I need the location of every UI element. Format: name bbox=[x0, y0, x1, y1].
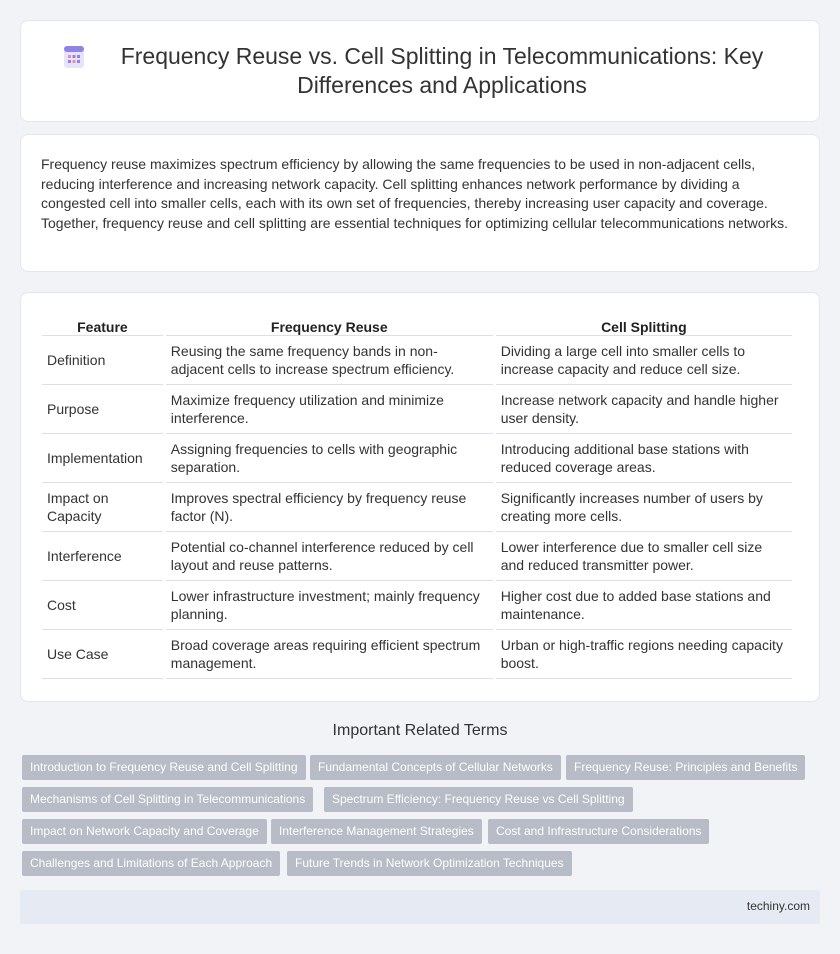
intro-text: Frequency reuse maximizes spectrum efficiency by allowing the same frequencies to be used in non-adjacent cells, reducing interference and increasing network capacity. Cell splitting enhances network performance by dividing a congested cell into smaller cells, each with its own set of frequencies, thereby increasing user capacity and coverage. Together, frequency reuse and cell splitting are essential techniques for optimizing cellular telecommunications networks. bbox=[41, 156, 789, 231]
cell-splitting-cell: Introducing additional base stations with reduced coverage areas. bbox=[496, 434, 792, 483]
related-term-tag[interactable]: Challenges and Limitations of Each Approach bbox=[22, 851, 280, 876]
related-term-tag[interactable]: Spectrum Efficiency: Frequency Reuse vs Cell Splitting bbox=[324, 787, 633, 812]
related-term-tag[interactable]: Fundamental Concepts of Cellular Networks bbox=[310, 755, 561, 780]
related-term-tag[interactable]: Frequency Reuse: Principles and Benefits bbox=[566, 755, 805, 780]
comparison-card bbox=[20, 292, 820, 702]
column-header-frequency-reuse: Frequency Reuse bbox=[166, 313, 493, 336]
cell-splitting-cell: Lower interference due to smaller cell size and reduced transmitter power. bbox=[496, 532, 792, 581]
table-row bbox=[42, 483, 792, 532]
related-term-tag[interactable]: Interference Management Strategies bbox=[271, 819, 482, 844]
table-row bbox=[42, 336, 792, 385]
frequency-reuse-cell: Broad coverage areas requiring efficient spectrum management. bbox=[166, 630, 493, 679]
feature-cell: Impact on Capacity bbox=[42, 483, 163, 532]
related-term-tag[interactable]: Mechanisms of Cell Splitting in Telecommunications bbox=[22, 787, 313, 812]
column-header-feature: Feature bbox=[42, 313, 163, 336]
table-row bbox=[42, 532, 792, 581]
intro-card bbox=[20, 134, 820, 272]
comparison-table bbox=[39, 313, 795, 679]
footer bbox=[20, 890, 820, 924]
cell-splitting-cell: Significantly increases number of users by creating more cells. bbox=[496, 483, 792, 532]
cell-splitting-cell: Higher cost due to added base stations and maintenance. bbox=[496, 581, 792, 630]
cell-splitting-cell: Increase network capacity and handle higher user density. bbox=[496, 385, 792, 434]
table-row bbox=[42, 630, 792, 679]
related-terms-title: Important Related Terms bbox=[332, 722, 508, 739]
frequency-reuse-cell: Potential co-channel interference reduced by cell layout and reuse patterns. bbox=[166, 532, 493, 581]
feature-cell: Interference bbox=[42, 532, 163, 581]
site-name[interactable]: techiny.com bbox=[746, 899, 810, 913]
page-title: Frequency Reuse vs. Cell Splitting in Telecommunications: Key Differences and Applications bbox=[120, 43, 764, 98]
cell-splitting-cell: Dividing a large cell into smaller cells to increase capacity and reduce cell size. bbox=[496, 336, 792, 385]
frequency-reuse-cell: Lower infrastructure investment; mainly frequency planning. bbox=[166, 581, 493, 630]
frequency-reuse-cell: Maximize frequency utilization and minimize interference. bbox=[166, 385, 493, 434]
header-card bbox=[20, 20, 820, 122]
feature-cell: Cost bbox=[42, 581, 163, 630]
building-icon bbox=[61, 44, 87, 70]
related-term-tag[interactable]: Cost and Infrastructure Considerations bbox=[488, 819, 709, 844]
column-header-cell-splitting: Cell Splitting bbox=[496, 313, 792, 336]
feature-cell: Implementation bbox=[42, 434, 163, 483]
frequency-reuse-cell: Reusing the same frequency bands in non-adjacent cells to increase spectrum efficiency. bbox=[166, 336, 493, 385]
frequency-reuse-cell: Improves spectral efficiency by frequency reuse factor (N). bbox=[166, 483, 493, 532]
table-row bbox=[42, 581, 792, 630]
cell-splitting-cell: Urban or high-traffic regions needing capacity boost. bbox=[496, 630, 792, 679]
feature-cell: Definition bbox=[42, 336, 163, 385]
related-term-tag[interactable]: Future Trends in Network Optimization Techniques bbox=[287, 851, 572, 876]
frequency-reuse-cell: Assigning frequencies to cells with geographic separation. bbox=[166, 434, 493, 483]
feature-cell: Use Case bbox=[42, 630, 163, 679]
related-term-tag[interactable]: Introduction to Frequency Reuse and Cell Splitting bbox=[22, 755, 306, 780]
related-term-tag[interactable]: Impact on Network Capacity and Coverage bbox=[22, 819, 267, 844]
table-row bbox=[42, 434, 792, 483]
feature-cell: Purpose bbox=[42, 385, 163, 434]
table-row bbox=[42, 385, 792, 434]
table-header-row bbox=[42, 313, 792, 336]
